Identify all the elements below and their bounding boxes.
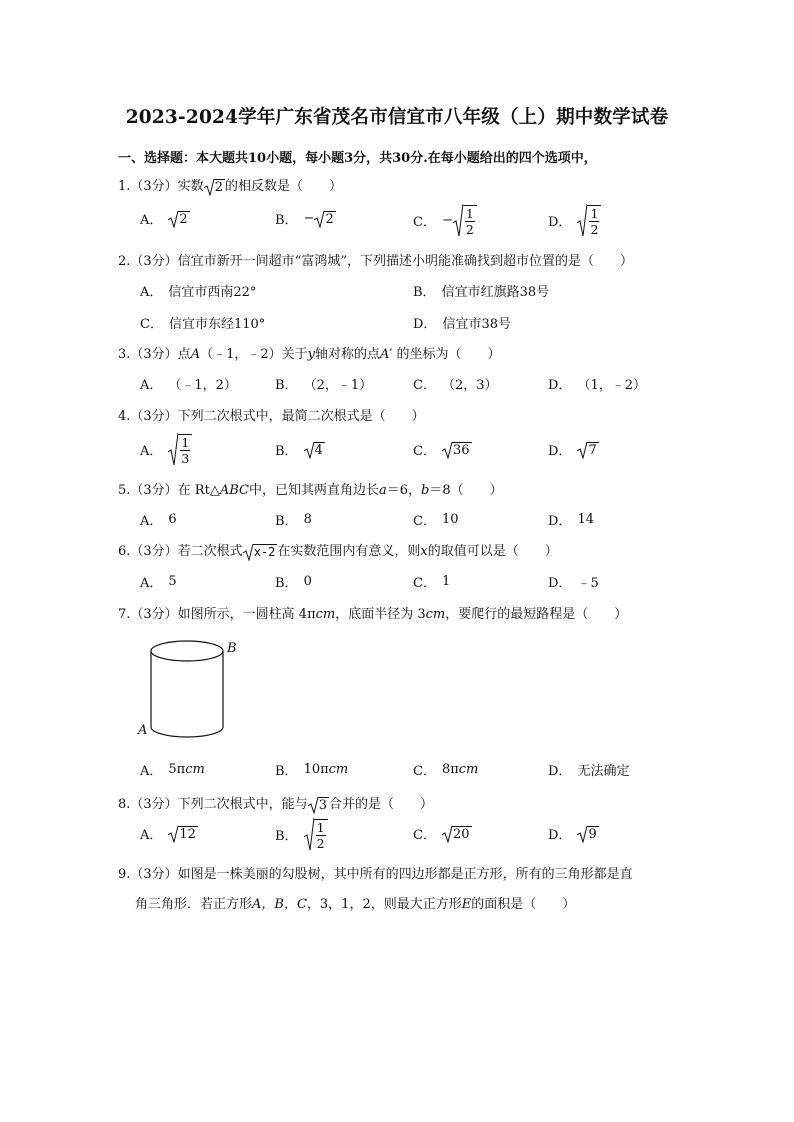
q4-option-b[interactable]: B． 4 [275,442,323,459]
sqrt-fraction: $\frac{1}{2}$ [453,203,477,237]
sqrt-fraction: $\frac{1}{2}$ [577,203,601,237]
question-text: 的相反数是（ ） [224,179,342,194]
point-label-a: A [138,723,148,738]
q1-option-d[interactable]: D． $\frac{1}{2}$ [548,203,601,237]
section-heading: 一、选择题：本大题共10小题，每小题3分，共30分.在每小题给出的四个选项中， [118,151,597,166]
q4-option-c[interactable]: C． 36 [413,442,470,459]
sqrt-fraction: $\frac{1}{3}$ [168,432,192,466]
question-9-continuation: 角三角形．若正方形A，B，C，3，1，2，则最大正方形E的面积是（ ） [135,897,576,912]
question-8: 8.（3分）下列二次根式中，能与 3 合并的是（ ） [118,797,433,813]
q7-option-b[interactable]: B． 10π cm [275,762,349,779]
q4-option-d[interactable]: D． 7 [548,442,597,459]
question-number: 7. [118,607,131,622]
question-5: 5.（3分）在 Rt△ABC中，已知其两直角边长a＝6，b＝8（ ） [118,483,503,498]
question-9 [118,863,633,882]
q7-option-a[interactable]: A． 5π cm [140,762,205,779]
sqrt-expression: x-2 [243,543,278,561]
question-6: 6.（3分）若二次根式 x-2 在实数范围内有意义，则x的取值可以是（ ） [118,544,558,559]
q1-option-b[interactable]: B． − 2 [275,211,334,228]
q5-option-a[interactable]: A． 6 [140,512,177,529]
sqrt-expression: 4 [304,441,325,459]
q6-option-c[interactable]: C． 1 [413,574,451,591]
question-number: 6. [118,544,131,559]
q5-option-b[interactable]: B． 8 [275,512,312,529]
q7-option-d[interactable]: D． 无法确定 [548,764,630,779]
question-text: （3分）下列二次根式中，最简二次根式是（ ） [130,409,425,424]
question-4 [118,405,425,424]
sqrt-expression: 20 [442,825,472,843]
q8-option-c[interactable]: C． 20 [413,826,470,843]
q2-option-c[interactable]: C． 信宜市东经110° [140,317,266,332]
question-text: （3分）如图是一株美丽的勾股树，其中所有的四边形都是正方形，所有的三角形都是直 [130,867,633,882]
sqrt-fraction: $\frac{1}{2}$ [304,817,328,851]
q6-option-b[interactable]: B． 0 [275,574,312,591]
sqrt-expression: 12 [168,825,198,843]
question-number: 5. [118,483,131,498]
question-7: 7.（3分）如图所示，一圆柱高 4πcm，底面半径为 3cm，要爬行的最短路程是（ ） [118,607,628,622]
question-number: 1. [118,179,131,194]
sqrt-expression: 2 [168,210,189,228]
question-number: 2. [118,254,131,269]
q6-option-a[interactable]: A． 5 [140,574,177,591]
point-label-b: B [227,641,237,656]
sqrt-expression: 2 [204,178,225,196]
question-number: 8. [118,797,131,812]
sqrt-expression: 36 [442,441,472,459]
q6-option-d[interactable]: D． ﹣5 [548,576,599,591]
q7-option-c[interactable]: C． 8π cm [413,762,479,779]
q2-option-b[interactable]: B． 信宜市红旗路38号 [413,285,550,300]
sqrt-expression: 2 [314,210,335,228]
question-text: （3分）实数 [130,179,204,194]
question-3: 3.（3分）点A（﹣1，﹣2）关于y轴对称的点A′ 的坐标为（ ） [118,347,501,362]
q3-option-c[interactable]: C． （2，3） [413,378,498,393]
q4-option-a[interactable]: A． $\frac{1}{3}$ [140,432,192,466]
question-1 [118,175,342,196]
sqrt-expression: 3 [308,796,329,814]
q3-option-b[interactable]: B． （2，﹣1） [275,378,373,393]
q8-option-d[interactable]: D． 9 [548,826,597,843]
question-text: （3分）信宜市新开一间超市“富鸿城”，下列描述小明能准确找到超市位置的是（ ） [130,254,633,269]
cylinder-figure [136,635,246,745]
page-title: 2023-2024学年广东省茂名市信宜市八年级（上）期中数学试卷 [125,107,669,128]
question-number: 3. [118,347,131,362]
q5-option-c[interactable]: C． 10 [413,512,459,529]
q8-option-a[interactable]: A． 12 [140,826,196,843]
q3-option-d[interactable]: D． （1，﹣2） [548,378,646,393]
question-number: 9. [118,867,131,882]
q8-option-b[interactable]: B． $\frac{1}{2}$ [275,817,328,851]
sqrt-expression: 7 [577,441,598,459]
q2-option-d[interactable]: D． 信宜市38号 [413,317,511,332]
q1-option-a[interactable]: A． 2 [140,211,188,228]
q3-option-a[interactable]: A． （﹣1，2） [140,378,237,393]
q5-option-d[interactable]: D． 14 [548,512,594,529]
q2-option-a[interactable]: A． 信宜市西南22° [140,285,257,300]
q1-option-c[interactable]: C． − $\frac{1}{2}$ [413,203,477,237]
sqrt-expression: 9 [577,825,598,843]
question-number: 4. [118,409,131,424]
question-2 [118,250,633,269]
